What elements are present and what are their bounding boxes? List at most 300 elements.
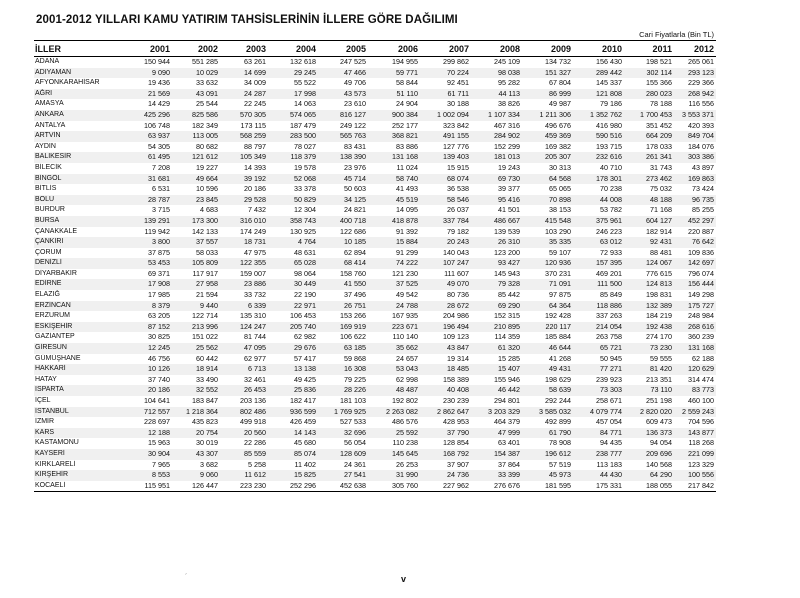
- investment-value: 464 379: [494, 417, 520, 427]
- investment-value: 360 239: [688, 332, 714, 342]
- investment-value: 2 263 082: [368, 407, 420, 418]
- investment-value: 1 769 925: [318, 407, 368, 418]
- investment-value: 20 243: [420, 237, 471, 248]
- investment-value: 46 756: [148, 353, 170, 363]
- investment-value: 14 143: [268, 428, 318, 439]
- investment-value: 32 461: [244, 374, 266, 384]
- investment-value: 25 562: [172, 343, 220, 354]
- investment-value: 156 430: [596, 57, 622, 66]
- investment-value: 565 763: [318, 131, 368, 142]
- investment-value: 30 019: [196, 438, 218, 448]
- investment-value: 71 168: [650, 205, 672, 215]
- investment-value: 113 183: [596, 459, 622, 469]
- province-name: İÇEL: [35, 397, 51, 404]
- investment-value: 65 065: [549, 184, 571, 194]
- investment-value: 198 521: [646, 57, 672, 66]
- investment-value: 145 337: [596, 78, 622, 88]
- column-header-year: 2012: [674, 41, 716, 57]
- investment-value: 20 186: [124, 385, 172, 396]
- investment-value: 36 538: [447, 184, 469, 194]
- investment-value: 80 736: [447, 290, 469, 300]
- investment-value: 184 219: [646, 311, 672, 321]
- province-name: GÜMÜŞHANE: [35, 354, 81, 362]
- investment-value: 527 533: [340, 417, 366, 427]
- investment-value: 238 777: [573, 449, 624, 460]
- investment-value: 95 282: [498, 78, 520, 88]
- investment-value: 1 211 306: [522, 110, 573, 121]
- investment-value: 62 998: [396, 374, 418, 384]
- investment-value: 45 714: [318, 174, 368, 185]
- investment-value: 85 074: [268, 449, 318, 460]
- investment-value: 34 125: [318, 195, 368, 206]
- investment-value: 21 594: [196, 290, 218, 300]
- investment-value: 70 238: [600, 184, 622, 194]
- investment-value: 124 067: [624, 258, 674, 269]
- investment-value: 44 113: [471, 89, 522, 100]
- column-header-year: 2003: [220, 41, 268, 57]
- investment-value: 60 442: [196, 353, 218, 363]
- investment-value: 17 998: [268, 89, 318, 100]
- investment-value: 145 645: [368, 449, 420, 460]
- investment-value: 138 390: [318, 152, 368, 163]
- investment-value: 252 177: [392, 120, 418, 130]
- province-name: DENİZLİ: [34, 258, 124, 269]
- investment-value: 12 188: [124, 428, 172, 439]
- investment-value: 37 875: [148, 247, 170, 257]
- province-name: ÇANKIRI: [34, 237, 124, 248]
- page-mark: v: [401, 574, 407, 584]
- table-row: [34, 354, 716, 365]
- table-row: [34, 407, 716, 418]
- investment-value: 2 559 243: [674, 407, 716, 418]
- investment-value: 135 310: [240, 311, 266, 321]
- table-row: [34, 195, 716, 206]
- investment-value: 29 528: [220, 195, 268, 206]
- investment-value: 10 596: [196, 184, 218, 194]
- investment-value: 107 247: [420, 258, 471, 269]
- investment-value: 140 043: [443, 247, 469, 257]
- investment-value: 30 188: [447, 99, 469, 109]
- table-row: [34, 375, 716, 386]
- investment-value: 83 431: [344, 141, 366, 151]
- investment-value: 178 301: [573, 174, 624, 185]
- investment-value: 94 054: [650, 438, 672, 448]
- table-row: [34, 428, 716, 439]
- investment-value: 213 996: [172, 322, 220, 333]
- province-name: ESKİŞEHİR: [34, 322, 124, 333]
- province-name: KOCAELİ: [34, 481, 124, 492]
- investment-value: 19 227: [196, 162, 218, 172]
- investment-value: 134 732: [545, 57, 571, 66]
- investment-value: 104 641: [144, 396, 170, 405]
- investment-value: 289 442: [573, 68, 624, 79]
- investment-value: 56 054: [344, 438, 366, 448]
- investment-value: 49 987: [549, 99, 571, 109]
- investment-value: 37 496: [344, 290, 366, 300]
- investment-value: 67 804: [549, 78, 571, 88]
- table-row: [34, 269, 716, 280]
- column-header-year: 2005: [318, 41, 368, 57]
- investment-value: 33 378: [294, 184, 316, 194]
- investment-value: 140 568: [646, 459, 672, 469]
- investment-value: 126 447: [172, 481, 220, 492]
- investment-value: 185 884: [545, 332, 571, 342]
- table-row: [34, 227, 716, 238]
- investment-value: 936 599: [268, 407, 318, 418]
- province-name: BİLECİK: [35, 163, 62, 171]
- investment-value: 122 714: [192, 311, 218, 321]
- investment-value: 169 919: [318, 322, 368, 333]
- table-row: [34, 290, 716, 301]
- investment-value: 26 253: [396, 459, 418, 469]
- investment-value: 2 820 020: [624, 407, 674, 418]
- investment-value: 28 672: [420, 301, 471, 312]
- table-row: [34, 449, 716, 460]
- investment-value: 43 091: [172, 89, 220, 100]
- investment-value: 245 109: [494, 57, 520, 66]
- investment-value: 63 012: [573, 237, 624, 248]
- investment-value: 18 485: [420, 364, 471, 375]
- investment-value: 143 877: [674, 428, 716, 439]
- investment-value: 131 168: [368, 152, 420, 163]
- investment-value: 182 914: [646, 226, 672, 236]
- investment-value: 4 683: [200, 205, 218, 215]
- investment-value: 40 710: [600, 162, 622, 172]
- investment-value: 155 366: [646, 78, 672, 88]
- investment-value: 53 453: [124, 258, 172, 269]
- investment-value: 51 110: [368, 89, 420, 100]
- investment-value: 486 576: [392, 417, 418, 427]
- investment-value: 77 271: [573, 364, 624, 375]
- province-name: KARS: [34, 428, 124, 439]
- investment-value: 59 107: [549, 247, 571, 257]
- investment-value: 131 168: [674, 343, 716, 354]
- investment-value: 84 771: [573, 428, 624, 439]
- investment-value: 39 377: [498, 184, 520, 194]
- investment-value: 85 255: [692, 205, 714, 215]
- investment-value: 20 560: [220, 428, 268, 439]
- investment-value: 49 664: [172, 174, 220, 185]
- investment-value: 284 902: [471, 131, 522, 142]
- investment-value: 15 915: [447, 162, 469, 172]
- investment-value: 604 127: [624, 216, 674, 227]
- investment-value: 25 544: [196, 99, 218, 109]
- investment-value: 229 366: [688, 78, 714, 88]
- investment-value: 34 009: [244, 78, 266, 88]
- investment-value: 22 971: [268, 301, 318, 312]
- investment-value: 23 610: [344, 99, 366, 109]
- table-row: [34, 364, 716, 375]
- investment-value: 83 773: [674, 385, 716, 396]
- investment-value: 40 408: [420, 385, 471, 396]
- investment-value: 50 829: [268, 195, 318, 206]
- investment-value: 302 114: [624, 68, 674, 79]
- investment-value: 69 371: [148, 268, 170, 278]
- investment-value: 64 364: [522, 301, 573, 312]
- investment-value: 50 945: [600, 353, 622, 363]
- investment-value: 115 951: [124, 481, 172, 492]
- investment-value: 168 792: [420, 449, 471, 460]
- investment-value: 69 730: [471, 174, 522, 185]
- investment-value: 106 453: [290, 311, 316, 321]
- province-name: AMASYA: [35, 100, 64, 108]
- investment-value: 551 285: [192, 57, 218, 66]
- investment-value: 63 937: [124, 131, 172, 142]
- investment-value: 88 481: [650, 247, 672, 257]
- investment-value: 19 436: [148, 78, 170, 88]
- investment-value: 87 152: [124, 322, 172, 333]
- investment-value: 109 123: [443, 332, 469, 342]
- investment-value: 41 550: [318, 279, 368, 290]
- investment-value: 111 500: [573, 279, 624, 290]
- investment-value: 11 612: [220, 470, 268, 481]
- column-header-year: 2009: [522, 41, 573, 57]
- investment-value: 61 711: [420, 89, 471, 100]
- investment-value: 173 300: [172, 216, 220, 227]
- investment-value: 110 140: [392, 332, 418, 342]
- investment-value: 153 266: [340, 311, 366, 321]
- investment-value: 9 060: [172, 470, 220, 481]
- investment-value: 268 616: [674, 322, 716, 333]
- investment-value: 98 038: [471, 68, 522, 79]
- investment-value: 4 764: [268, 237, 318, 248]
- investment-value: 14 699: [220, 68, 268, 79]
- investment-value: 81 420: [624, 364, 674, 375]
- investment-value: 37 557: [172, 237, 220, 248]
- investment-value: 75 032: [650, 184, 672, 194]
- investment-value: 460 100: [688, 396, 714, 405]
- investment-value: 3 682: [200, 459, 218, 469]
- investment-value: 491 155: [420, 131, 471, 142]
- investment-value: 590 516: [573, 131, 624, 142]
- investment-value: 139 539: [494, 226, 520, 236]
- investment-value: 13 138: [268, 364, 318, 375]
- column-header-year: 2011: [624, 41, 674, 57]
- table-row: [34, 385, 716, 396]
- investment-value: 776 615: [646, 268, 672, 278]
- province-name: BOLU: [34, 195, 124, 206]
- investment-value: 20 186: [244, 184, 266, 194]
- province-name: ERZİNCAN: [34, 301, 124, 312]
- investment-value: 452 297: [674, 216, 716, 227]
- investment-value: 26 453: [220, 385, 268, 396]
- investment-value: 29 245: [268, 68, 318, 79]
- investment-value: 452 638: [318, 481, 368, 492]
- investment-value: 14 393: [244, 162, 266, 172]
- investment-value: 142 697: [674, 258, 716, 269]
- table-row: [34, 131, 716, 142]
- investment-value: 283 500: [268, 131, 318, 142]
- investment-value: 5 258: [248, 459, 266, 469]
- investment-value: 3 715: [152, 205, 170, 215]
- investment-value: 192 428: [545, 311, 571, 321]
- investment-value: 167 935: [392, 311, 418, 321]
- investment-value: 38 153: [549, 205, 571, 215]
- province-name: BİTLİS: [35, 185, 57, 193]
- investment-value: 17 908: [124, 279, 172, 290]
- investment-value: 194 955: [392, 57, 418, 66]
- investment-value: 265 061: [688, 57, 714, 66]
- investment-value: 97 875: [549, 290, 571, 300]
- table-row: [34, 174, 716, 185]
- investment-value: 246 223: [596, 226, 622, 236]
- investment-value: 31 681: [124, 174, 172, 185]
- investment-value: 181 595: [522, 481, 573, 492]
- investment-value: 37 907: [447, 459, 469, 469]
- investment-value: 802 486: [220, 407, 268, 418]
- table-row: [34, 237, 716, 248]
- investment-value: 26 751: [318, 301, 368, 312]
- investment-value: 111 607: [444, 268, 469, 278]
- investment-value: 418 878: [368, 216, 420, 227]
- investment-value: 48 188: [624, 195, 674, 206]
- investment-value: 78 027: [294, 141, 316, 151]
- investment-value: 73 424: [692, 184, 714, 194]
- investment-value: 139 291: [124, 216, 172, 227]
- investment-value: 232 616: [573, 152, 624, 163]
- investment-value: 33 490: [196, 374, 218, 384]
- investment-value: 274 170: [646, 332, 672, 342]
- investment-value: 1 700 453: [624, 110, 674, 121]
- investment-value: 76 642: [674, 237, 716, 248]
- investment-value: 258 671: [596, 396, 622, 405]
- investment-value: 30 313: [549, 162, 571, 172]
- investment-value: 280 023: [624, 89, 674, 100]
- table-row: [34, 89, 716, 100]
- investment-value: 217 842: [674, 481, 716, 492]
- investment-value: 496 676: [545, 120, 571, 130]
- investment-value: 21 569: [124, 89, 172, 100]
- investment-value: 292 244: [545, 396, 571, 405]
- investment-value: 114 359: [494, 332, 520, 342]
- investment-value: 192 438: [624, 322, 674, 333]
- province-name: KIRKLARELİ: [35, 460, 76, 468]
- investment-value: 214 054: [573, 322, 624, 333]
- investment-value: 58 844: [396, 78, 418, 88]
- investment-value: 6 531: [152, 184, 170, 194]
- investment-value: 80 682: [196, 141, 218, 151]
- investment-value: 469 201: [596, 268, 622, 278]
- investment-value: 220 887: [688, 226, 714, 236]
- investment-value: 32 552: [172, 385, 220, 396]
- investment-value: 337 263: [596, 311, 622, 321]
- investment-value: 24 788: [368, 301, 420, 312]
- investment-value: 45 519: [368, 195, 420, 206]
- column-header-year: 2008: [471, 41, 522, 57]
- investment-value: 47 095: [220, 343, 268, 354]
- investment-value: 184 076: [688, 141, 714, 151]
- column-header-year: 2007: [420, 41, 471, 57]
- investment-value: 25 836: [268, 385, 318, 396]
- table-row: [34, 343, 716, 354]
- province-name: KASTAMONU: [35, 439, 79, 447]
- investment-value: 78 908: [549, 438, 571, 448]
- investment-value: 79 182: [447, 226, 469, 236]
- investment-value: 73 230: [624, 343, 674, 354]
- table-row: [34, 470, 716, 481]
- investment-value: 156 444: [674, 279, 716, 290]
- investment-value: 276 676: [471, 481, 522, 492]
- table-body: [34, 57, 716, 492]
- investment-value: 106 622: [340, 332, 366, 342]
- investment-value: 492 899: [545, 417, 571, 427]
- investment-value: 49 706: [344, 78, 366, 88]
- investment-value: 459 369: [522, 131, 573, 142]
- investment-value: 35 662: [368, 343, 420, 354]
- investment-value: 251 198: [646, 396, 672, 405]
- investment-value: 123 329: [688, 459, 714, 469]
- investment-value: 154 387: [471, 449, 522, 460]
- table-row: [34, 438, 716, 449]
- province-name: İZMİR: [35, 418, 55, 426]
- investment-value: 142 133: [192, 226, 218, 236]
- investment-value: 1 002 094: [420, 110, 471, 121]
- investment-value: 43 307: [172, 449, 220, 460]
- column-header-year: 2001: [124, 41, 172, 57]
- investment-value: 19 578: [294, 162, 316, 172]
- investment-value: 18 731: [220, 237, 268, 248]
- investment-value: 816 127: [318, 110, 368, 121]
- investment-value: 47 999: [471, 428, 522, 439]
- investment-value: 273 462: [624, 174, 674, 185]
- investment-value: 29 676: [268, 343, 318, 354]
- investment-value: 43 573: [318, 89, 368, 100]
- investment-value: 223 671: [368, 322, 420, 333]
- investment-value: 230 239: [443, 396, 469, 405]
- investment-table: [34, 40, 716, 492]
- investment-value: 198 831: [646, 290, 672, 300]
- province-name: AFYONKARAHİSAR: [35, 79, 100, 87]
- investment-value: 47 975: [244, 247, 266, 257]
- investment-value: 61 320: [471, 343, 522, 354]
- investment-value: 16 308: [318, 364, 368, 375]
- investment-value: 93 427: [471, 258, 522, 269]
- investment-value: 57 519: [549, 459, 571, 469]
- investment-value: 9 440: [172, 301, 220, 312]
- investment-value: 227 962: [420, 481, 471, 492]
- province-name: BURSA: [34, 216, 124, 227]
- investment-value: 358 743: [268, 216, 318, 227]
- investment-value: 294 801: [494, 396, 520, 405]
- investment-value: 3 800: [124, 237, 172, 248]
- investment-value: 159 007: [240, 268, 266, 278]
- table-row: [34, 311, 716, 322]
- investment-value: 38 826: [498, 99, 520, 109]
- table-row: [34, 248, 716, 259]
- table-row: [34, 184, 716, 195]
- investment-value: 712 557: [124, 407, 172, 418]
- investment-value: 26 037: [447, 205, 469, 215]
- investment-value: 26 310: [471, 237, 522, 248]
- investment-value: 23 845: [172, 195, 220, 206]
- investment-value: 155 946: [494, 374, 520, 384]
- investment-value: 35 335: [522, 237, 573, 248]
- province-name: DİYARBAKIR: [35, 269, 77, 277]
- province-name: BALIKESİR: [34, 152, 124, 163]
- investment-value: 65 721: [573, 343, 624, 354]
- investment-value: 22 286: [244, 438, 266, 448]
- investment-value: 27 958: [172, 279, 220, 290]
- investment-value: 420 393: [688, 120, 714, 130]
- investment-value: 91 392: [396, 226, 418, 236]
- investment-value: 27 541: [318, 470, 368, 481]
- investment-value: 10 029: [172, 68, 220, 79]
- investment-value: 85 849: [600, 290, 622, 300]
- investment-value: 41 501: [498, 205, 520, 215]
- investment-value: 44 008: [573, 195, 624, 206]
- investment-value: 609 473: [646, 417, 672, 427]
- investment-value: 293 123: [674, 68, 716, 79]
